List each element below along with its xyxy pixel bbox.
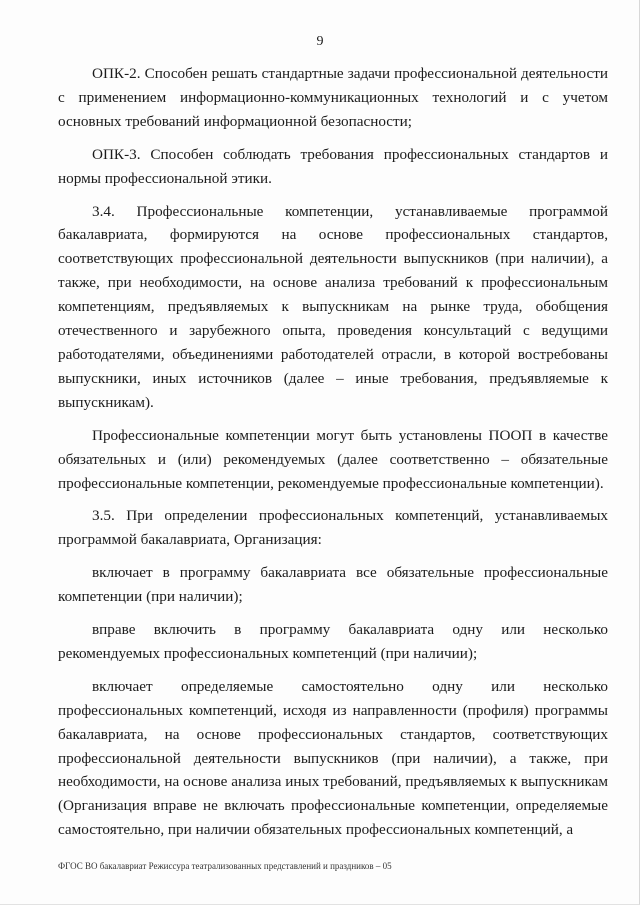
body-text bbox=[58, 62, 608, 842]
paragraph-opk-3: ОПК-3. Способен соблюдать требования профессиональных стандартов и нормы профессиональной этики. bbox=[58, 145, 608, 187]
page-footer: ФГОС ВО бакалавриат Режиссура театрализованных представлений и праздников – 05 bbox=[58, 861, 392, 871]
list-item-includes-self-defined: включает определяемые самостоятельно одну или несколько профессиональных компетенций, исходя из направленности (профиля) программы бакалавриата, на основе профессиональных стандартов, соответствующих профессиональной деятельности выпускников (при наличии), а также, при необходимости, на основе анализа иных требований, предъявляемых к выпускникам (Организация вправе не включать профессиональные компетенции, определяемые самостоятельно, при наличии обязательных профессиональных компетенций, а bbox=[58, 677, 608, 839]
paragraph-3-5: 3.5. При определении профессиональных компетенций, устанавливаемых программой бакалавриата, Организация: bbox=[58, 507, 608, 549]
page-number: 9 bbox=[316, 34, 324, 49]
paragraph-opk-2: ОПК-2. Способен решать стандартные задачи профессиональной деятельности с применением информационно-коммуникационных технологий и с учетом основных требований информационной безопасности; bbox=[58, 65, 608, 130]
paragraph-poop-competencies: Профессиональные компетенции могут быть установлены ПООП в качестве обязательных и (или) рекомендуемых (далее соответственно – обязательные профессиональные компетенции, рекомендуемые профессиональные компетенции). bbox=[58, 426, 608, 492]
list-item-includes-mandatory: включает в программу бакалавриата все обязательные профессиональные компетенции (при наличии); bbox=[58, 564, 608, 606]
paragraph-3-4: 3.4. Профессиональные компетенции, устанавливаемые программой бакалавриата, формируются на основе профессиональных стандартов, соответствующих профессиональной деятельности выпускников (при наличии), а также, при необходимости, на основе анализа требований к профессиональным компетенциям, предъявляемых к выпускникам на рынке труда, обобщения отечественного и зарубежного опыта, проведения консультаций с ведущими работодателями, объединениями работодателей отрасли, в которой востребованы выпускники, иных источников (далее – иные требования, предъявляемые к выпускникам). bbox=[58, 202, 608, 411]
list-item-may-include-recommended: вправе включить в программу бакалавриата одну или несколько рекомендуемых профессиональных компетенций (при наличии); bbox=[58, 621, 608, 662]
